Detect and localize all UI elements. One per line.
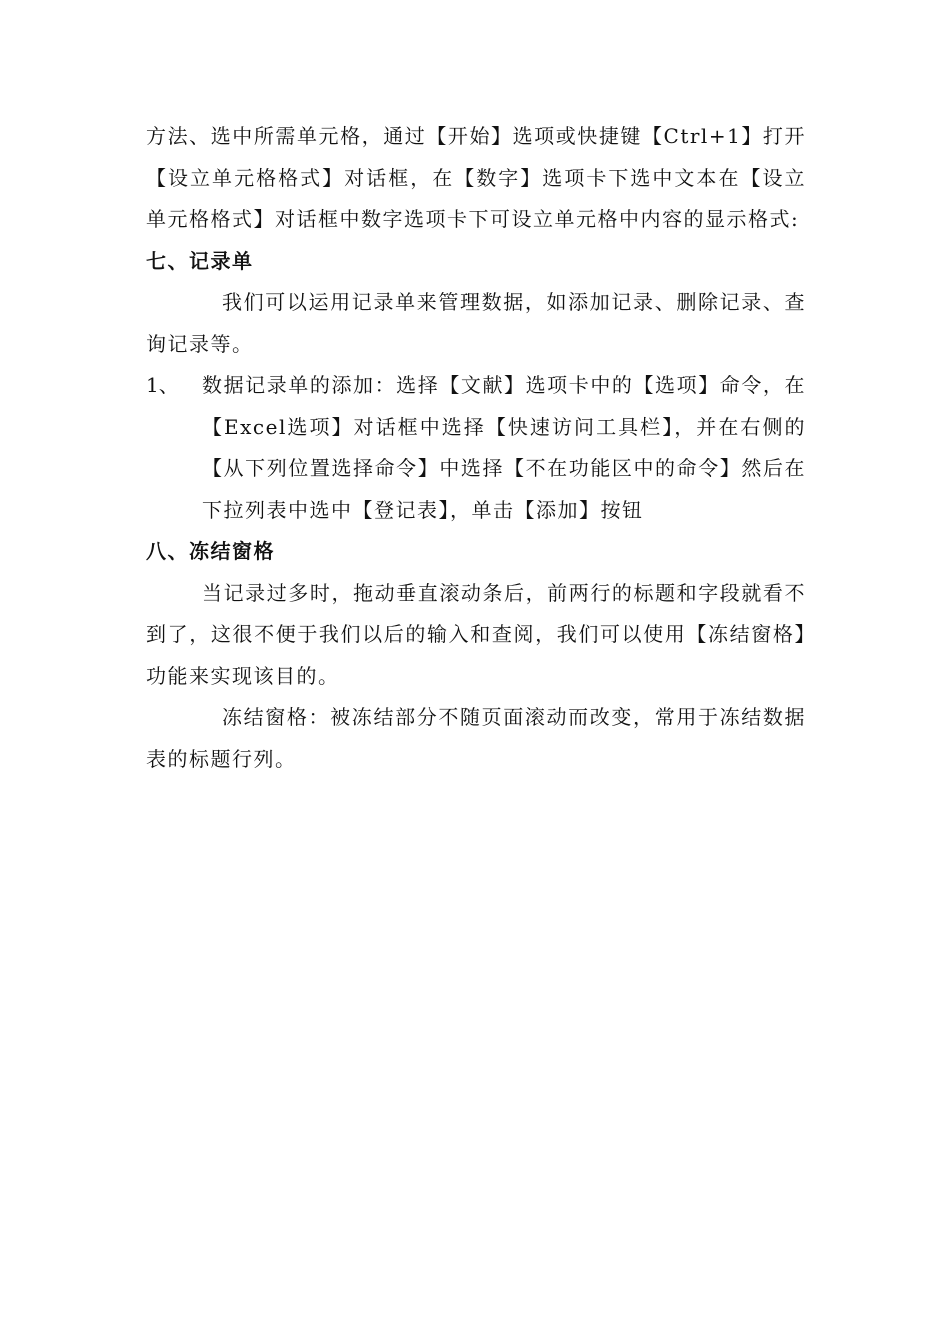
paragraph-record-form-intro: 我们可以运用记录单来管理数据，如添加记录、删除记录、查询记录等。 bbox=[146, 290, 806, 356]
section-heading-freeze-panes: 八、冻结窗格 bbox=[146, 539, 275, 563]
list-item-text: 数据记录单的添加：选择【文献】选项卡中的【选项】命令，在【Excel选项】对话框中选择【快速访问工具栏】，并在右侧的【从下列位置选择命令】中选择【不在功能区中的命令】然后在下拉列表中选中【登记表】，单击【添加】按钮 bbox=[202, 373, 806, 522]
document-body bbox=[146, 116, 806, 780]
section-heading-record-form: 七、记录单 bbox=[146, 248, 254, 273]
paragraph-freeze-panes-intro: 当记录过多时，拖动垂直滚动条后，前两行的标题和字段就看不到了，这很不便于我们以后的输入和查阅，我们可以使用【冻结窗格】功能来实现该目的。 bbox=[146, 580, 806, 688]
list-item-number: 1、 bbox=[146, 373, 179, 397]
list-item-add-record-form bbox=[146, 365, 806, 531]
paragraph-freeze-panes-definition: 冻结窗格：被冻结部分不随页面滚动而改变，常用于冻结数据表的标题行列。 bbox=[146, 705, 806, 771]
paragraph-format-cells: 方法、选中所需单元格，通过【开始】选项或快捷键【Ctrl+1】打开【设立单元格格式】对话框，在【数字】选项卡下选中文本在【设立单元格格式】对话框中数字选项卡下可设立单元格中内容的显示格式: bbox=[146, 124, 806, 231]
